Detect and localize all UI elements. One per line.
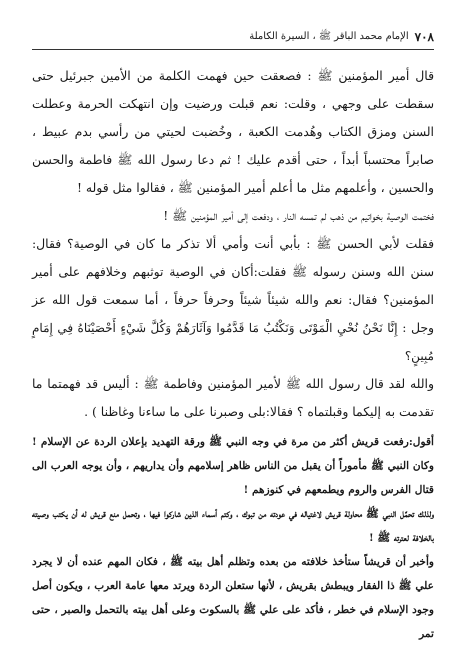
page-number: ٧٠٨ [414, 30, 434, 44]
running-title: الإمام محمد الباقر ﷺ ، السيرة الكاملة [249, 31, 409, 42]
paragraph-4: والله لقد قال رسول الله ﷺ لأمير المؤمنين وفاطمة ﷺ : أليس قد فهمتما ما تقدمت به إليكما وقبلتماه ؟ فقالا:بلى وصبرنا على ما ساءنا وغاظنا ) . [32, 376, 434, 419]
note-2: ولذلك تحمَّل النبي ﷺ محاولة قريش لاغتياله في عودته من تبوك ، وكتم أسماء الذين شاركوا فيها ، وتحمل منع قريش له أن يكتب وصيته بالخلافة لعترته ﷺ ! [32, 508, 434, 544]
note-3: وأخبر أن قريشاً ستأخذ خلافته من بعده وتظلم أهل بيته ﷺ ، فكان المهم عنده أن لا يجرد علي ﷺ ذا الفقار ويبطش بقريش ، لأنها ستعلن الردة ويرتد معها عامة العرب ، ويكون أصل وجود الإسلام في خطر ، فأكد على علي ﷺ بالسكوت وعلى أهل بيته بالتحمل والصبر ، حتى تمر [32, 556, 434, 640]
quran-verse: إِنَّا نَحْنُ نُحْيِ الْمَوْتَى وَنَكْتُبُ مَا قَدَّمُوا وَآثَارَهُمْ وَكُلَّ شَيْءٍ أَحْصَيْنَاهُ فِي إِمَامٍ مُبِينٍ؟ [32, 321, 434, 363]
main-text [32, 62, 434, 426]
paragraph-3 [32, 230, 434, 370]
header-divider [32, 49, 434, 50]
commentary-notes [32, 430, 434, 646]
paragraph-2: فختمت الوصية بخواتيم من ذهب لم تمسه النار ، ودفعت إلى أمير المؤمنين ﷺ ! [163, 208, 434, 223]
note-1: أقول:رفعت قريش أكثر من مرة في وجه النبي ﷺ ورقة التهديد بإعلان الردة عن الإسلام ! وكان النبي ﷺ مأموراً أن يقبل من الناس ظاهر إسلامهم وأن يداريهم ، وأن يوجه العرب الى قتال الفرس والروم ويطمعهم في كنوزهم ! [32, 436, 434, 496]
paragraph-1: قال أمير المؤمنين ﷺ : فصعقت حين فهمت الكلمة من الأمين جبرئيل حتى سقطت على وجهي ، وقلت: نعم قبلت ورضيت وإن انتهكت الحرمة وعطلت السنن ومزق الكتاب وهُدمت الكعبة ، وخُضبت لحيتي من رأسي بدم عبيط ، صابراً محتسباً أبداً ، حتى أقدم عليك ! ثم دعا رسول الله ﷺ فاطمة والحسن والحسين ، وأعلمهم مثل ما أعلم أمير المؤمنين ﷺ ، فقالوا مثل قوله ! [32, 68, 434, 195]
paragraph-3-text: فقلت لأبي الحسن ﷺ : بأبي أنت وأمي ألا تذكر ما كان في الوصية؟ فقال: سنن الله وسنن رسوله ﷺ فقلت:أكان في الوصية توثبهم وخلافهم على أمير المؤمنين؟ فقال: نعم والله شيئاً شيئاً وحرفاً حرفاً ، أما سمعت قول الله عز وجل : [32, 236, 434, 335]
page-header [32, 30, 434, 44]
